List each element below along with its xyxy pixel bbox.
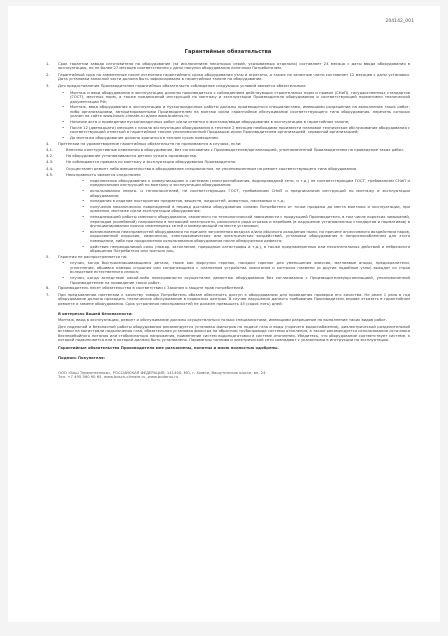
clause-number: 1. — [46, 61, 50, 66]
bullet-icon: • — [62, 261, 65, 266]
bullet-icon: • — [82, 189, 85, 194]
list-item: • Наличие акта о проведении пусконаладочных работ и/или отметки о монтаже/вводе оборудования в эксплуатацию в гарантийном талоне; — [62, 120, 350, 125]
bullet-icon: • — [82, 215, 85, 220]
list-item: • подключения оборудования к коммуникациям и системам (электроснабжения, водопроводной сети, и т.д.) не соответствующим ГОСТ, требованиям СНиП и предписаниям инструкций по монтажу и эксплуатации оборудования; — [82, 178, 410, 188]
document-number: 204142_001 — [385, 19, 414, 24]
document-page — [8, 6, 440, 622]
list-item: • попадания в изделие посторонних предметов, веществ, жидкостей, животных, насекомых и т.д.; — [82, 199, 286, 204]
clause-text: Срок гарантии завода изготовителя на оборудование (за исключением некоторых серий, указываемых отдельно) составляет 24 месяца с даты ввода оборудования в эксплуатацию, но не более 27 месяцев соответственно с даты покупки оборудования конечным Потребителем. — [58, 61, 410, 71]
company-address: ООО «Бош Термотехника», РОССИЙСКАЯ ФЕДЕРАЦИЯ, 141400, МО, г. Химки, Вашутинское шоссе, вл. 24 — [58, 370, 266, 375]
clause-number: 7. — [46, 292, 50, 297]
list-item: • действия непреодолимой силы (пожар, затопление, природные катастрофы и т.д.), а также преднамеренных или несознательных действий и небрежного обращения Потребителя или третьих лиц. — [82, 244, 410, 254]
bullet-icon: • — [62, 90, 65, 95]
safety-paragraph: Монтаж, ввод в эксплуатацию, ремонт и обслуживание должны осуществляться только специалистами, имеющими разрешение на выполнение таких видов работ. — [58, 317, 388, 322]
list-item: • После 12 (двенадцати) месяцев с начала эксплуатации оборудования в течение 2 месяцев необходимо произвести плановое техническое обслуживание оборудования с соответствующей отметкой в гарантийном талоне уполномоченной Продавцом и/или Производителем организацией, сервисной организацией; — [62, 125, 410, 135]
bullet-icon: • — [62, 120, 65, 125]
clause-text: Претензии на удовлетворение гарантийных обязательств не принимаются в случаях, если: — [58, 141, 242, 146]
bullet-icon: • — [62, 105, 65, 110]
list-item: • До монтажа оборудование должно храниться в теплом сухом помещении. — [62, 135, 220, 140]
clause-text: При предъявлении претензии к качеству товара Потребитель обязан обеспечить доступ к оборудованию для проведения проверки его качества. Не реже 1 раза в год оборудование должно проходить техническое обслуживание в сервисных центрах. В случае нарушения данного требования Производитель вправе отказать в гарантийном ремонте и замене оборудования. Срок устранения неисправностей не должен превышать 45 (сорок пять) дней. — [58, 292, 410, 306]
bullet-icon: • — [82, 204, 85, 209]
clause-number: 2. — [46, 72, 50, 77]
bullet-icon: • — [62, 125, 65, 130]
list-item: • возникновения неисправностей оборудования по причине загрязнения воздуха и/или обычного осаждения пыли, по причине агрессивного воздействия паров, коррозионной коррозии, химических, электрохимических или электрических воздействий, установки оборудования в неприспособленном для этого помещении, либо при продолжении использования оборудования после обнаружения дефекта; — [82, 229, 410, 243]
safety-heading: В интересах Вашей безопасности: — [58, 311, 133, 316]
clause-2 — [46, 73, 410, 82]
clause-text: Гарантия не распространяется на: — [58, 254, 128, 259]
subclause-4-4: 4.4. Осуществлен ремонт либо вмешательство в оборудование специалистом, не уполномоченным на ремонт соответствующего типа оборудования. — [46, 166, 358, 171]
list-item: • случаи, когда вследствие какой-либо неисправности осуществлен демонтаж оборудования без согласования с Производителем/организацией, уполномоченной Производителем на проведение таких работ. — [62, 276, 410, 285]
company-contacts: Тел. +7 495 560 90 65, www.bosch-climate.ru, www.buderus.ru — [58, 375, 179, 380]
bullet-icon: • — [82, 244, 85, 249]
safety-paragraph: Для надежной и безопасной работы оборудования рекомендуется установка фильтров на подаче газа и воды (горячего водоснабжения), диэлектрической разделительной вставки на магистрали подключения газа, обязательная установка фильтра на обратном трубопроводе системы отопления, а также рекомендуется использование источника бесперебойного питания или стабилизатора напряжения, применение систем водоподготовки в системе отопления. Убедитесь, что оборудование соответствует системе, к которой подключается или в которой должно быть установлено. Параметры топлива и электрической сети совпадают с указанными в инструкции по эксплуатации. — [58, 324, 410, 343]
bullet-icon: • — [82, 199, 85, 204]
list-item: • Монтаж и ввод оборудования в эксплуатацию должны производиться с соблюдением действующих строительных норм и правил (СНиП), государственных стандартов (ГОСТ), местных норм, а также предписаний инструкций по монтажу и эксплуатации Производителя оборудования и соответствующей нормативно технической документации РФ; — [62, 90, 410, 104]
clause-number: 3. — [46, 83, 50, 88]
clause-3 — [46, 84, 410, 89]
bullet-icon: • — [62, 135, 65, 140]
subclause-4-2: 4.2. На оборудование устанавливаются детали чужого производства. — [46, 154, 198, 159]
bullet-icon: • — [82, 229, 85, 234]
subclause-4-1: 4.1. Внесены конструктивные изменения в оборудование, без согласования с Производителем/организацией, уполномоченной Производителем на проведение таких работ. — [46, 148, 405, 153]
clause-5 — [46, 255, 410, 260]
signature-label: Подпись Покупателя: — [58, 356, 106, 361]
list-item: • ненадлежащей работы сменного оборудования, связанного по технологической зависимости с продукцией Производителя, в том числе коротких замыканий, перепадов (колебаний) напряжения в питающей электросети, различного рода отказов и перебоев (в нарушение установленных стандартов и нормативов) в функционировании прочих инженерных сетей и коммуникаций на месте установки; — [82, 215, 410, 229]
clause-number: 6. — [46, 286, 50, 291]
clause-text: Для предоставления Производителем гарантийных обязательств соблюдение следующих условий является обязательным: — [58, 83, 307, 88]
clause-text: Гарантийный срок на замененные после истечения гарантийного срока оборудования узлы и агрегаты, а также на запасные части составляет 12 месяцев с даты установки. Дата установки запасной части должна быть зафиксирована в гарантийном талоне на оборудование. — [58, 72, 410, 82]
document-title: Гарантийные обязательства — [184, 49, 272, 55]
clause-number: 4. — [46, 141, 50, 146]
clause-1 — [46, 62, 410, 71]
clause-6 — [46, 286, 410, 291]
list-item: • получения механических повреждений в период доставки оборудования силами Потребителя от точки продажи до места монтажа и эксплуатации, при хранении, монтаже и/или эксплуатации оборудования; — [82, 204, 410, 214]
acknowledgement-statement: Гарантийные обязательства Производителя мне разъяснены, понятны и мною полностью одобрены. — [58, 345, 279, 350]
list-item: • случаи, когда быстроизнашивающиеся детали, такие как форсунки горелок, насадки горелок для уменьшения эмиссии, магниевые аноды, предохранители, уплотнения, обшивка камеры сгорания или сопрягающиеся с планкеном устройства зажигания и контроля пламени (и другие подобные узлы) выходят из строя вследствие естественного износа; — [62, 261, 410, 275]
clause-7 — [46, 293, 410, 307]
clause-text: Производитель несет обязательства в соответствии с Законом о защите прав потребителей. — [58, 286, 245, 291]
bullet-icon: • — [62, 276, 65, 281]
list-item: • использования энерго- и теплоносителей, не соответствующих ГОСТ, требованиям СНиП и предписаниям инструкций по монтажу и эксплуатации оборудования; — [82, 189, 410, 198]
list-item: • Монтаж, ввод оборудования в эксплуатацию и пусконаладочные работы должны производиться специалистами, имеющими разрешение на выполнение таких работ, либо организациями, авторизированными Производителем на монтаж и/или гарантийное обслуживание соответствующего типа оборудования, перечень которых указан на сайте www.bosch-climate.ru и/или www.buderus.ru; — [62, 105, 410, 119]
subclause-4-3: 4.3. Не соблюдаются правила по монтажу и эксплуатации оборудования Производителя. — [46, 160, 237, 165]
bullet-icon: • — [82, 178, 85, 183]
clause-4 — [46, 142, 410, 147]
clause-number: 5. — [46, 254, 50, 259]
subclause-4-5: 4.5. Неисправность является следствием: — [46, 172, 142, 177]
